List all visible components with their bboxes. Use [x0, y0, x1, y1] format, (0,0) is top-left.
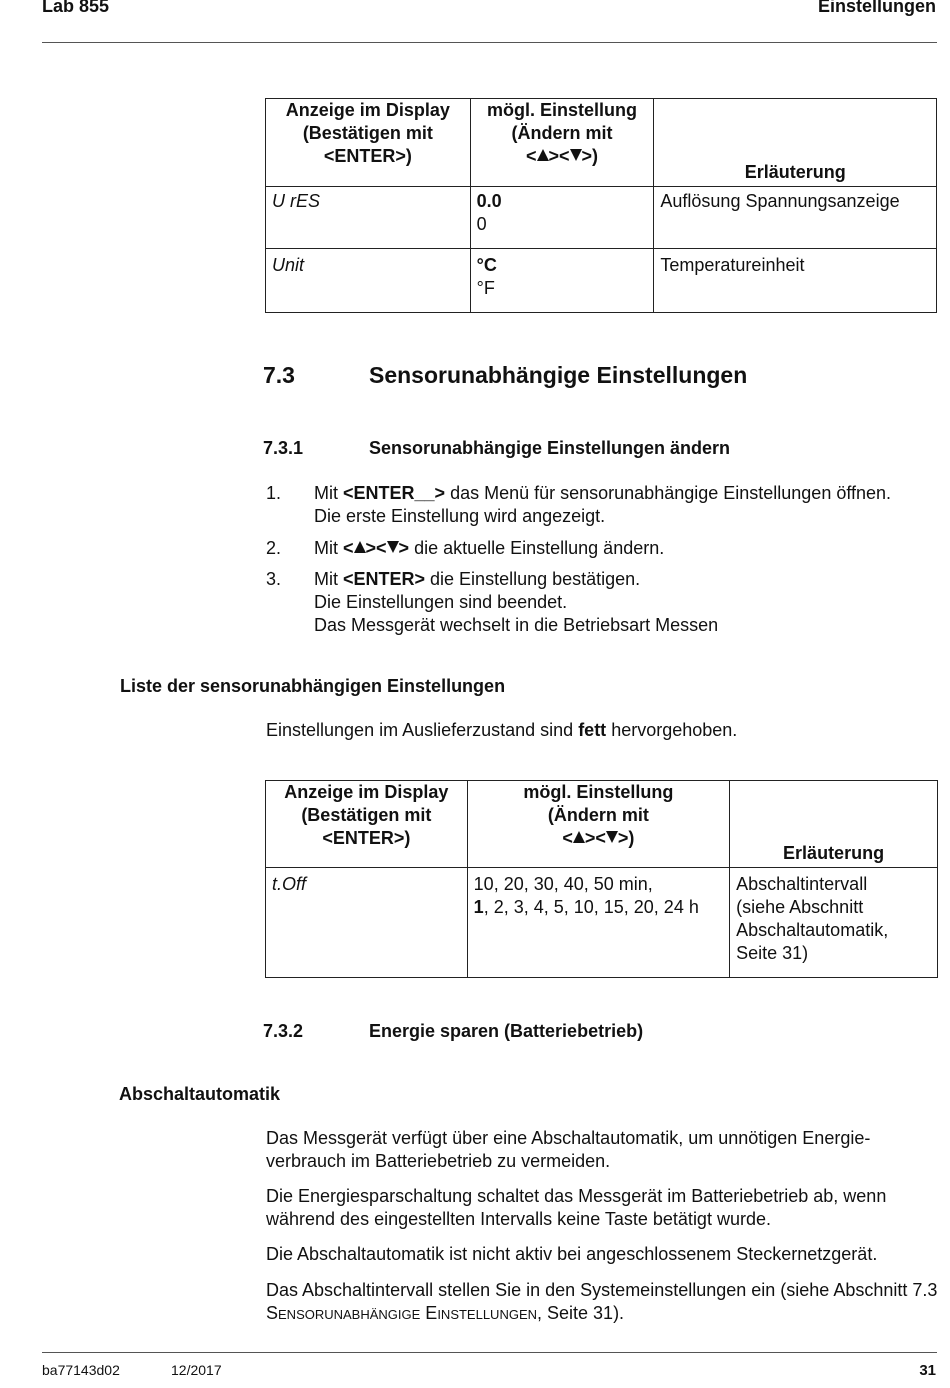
section-title: Sensorunabhängige Einstellungen [369, 362, 748, 388]
header-keys [474, 827, 723, 850]
note-bold: fett [578, 720, 607, 740]
key-text: < [525, 146, 537, 166]
side-heading: Abschaltautomatik [119, 1084, 281, 1104]
table-row [266, 187, 937, 249]
paragraph-4 [266, 1279, 942, 1325]
option-default: °C [476, 255, 497, 275]
cell-display: t.Off [266, 868, 468, 978]
section-number: 7.3 [263, 362, 295, 388]
header-rule [42, 42, 937, 43]
header-text: (Bestätigen mit [301, 805, 432, 825]
key-text: >< [548, 146, 570, 166]
header-text: (Ändern mit [547, 805, 649, 825]
header-product: Lab 855 [42, 0, 110, 16]
cell-description: Auflösung Spannungsanzeige [654, 187, 937, 249]
step-number: 2. [266, 538, 282, 558]
header-text: mögl. Einstellung [523, 782, 674, 802]
step-line: Das Messgerät wechselt in die Betriebsart Messen [314, 615, 719, 635]
step-text: die Einstellung bestätigen. [425, 569, 641, 589]
paragraph-2: Die Energiesparschaltung schaltet das Messgerät im Batteriebetrieb ab, wenn während des eingestellten Intervalls keine Taste betätigt wurde. [266, 1186, 887, 1229]
description-line: Abschaltautomatik, [736, 920, 889, 940]
table-header-row [266, 99, 937, 187]
header-text: Erläuterung [783, 843, 885, 863]
arrow-up-icon [537, 149, 549, 161]
step-text: Mit [314, 538, 343, 558]
paragraph-text: , Seite 31). [537, 1303, 625, 1323]
subsection-number: 7.3.1 [263, 438, 304, 458]
arrow-down-icon [570, 149, 582, 161]
cell-description: Temperatureinheit [654, 249, 937, 313]
subsection-title: Sensorunabhängige Einstellungen ändern [369, 438, 731, 458]
step-text: die aktuelle Einstellung ändern. [409, 538, 665, 558]
note-text: Einstellungen im Auslieferzustand sind [266, 720, 579, 740]
key-label: <ENTER__> [343, 483, 446, 503]
header-keys [477, 145, 648, 168]
note-text: hervorgehoben. [606, 720, 738, 740]
cell-display: Unit [266, 249, 471, 313]
key-label: <ENTER> [343, 569, 426, 589]
key-label: < [343, 538, 354, 558]
arrow-down-icon [606, 831, 618, 843]
settings-table-1 [265, 98, 937, 313]
description-line: (siehe Abschnitt [736, 897, 864, 917]
cell-option [467, 868, 729, 978]
description-line: Seite 31) [736, 943, 809, 963]
table-header-row [266, 781, 938, 868]
header-text: Erläuterung [744, 162, 846, 182]
step-number: 3. [266, 569, 282, 589]
option-default: 1 [473, 897, 484, 917]
option-line: 10, 20, 30, 40, 50 min, [473, 874, 653, 894]
cell-option [470, 187, 654, 249]
arrow-up-icon [354, 541, 366, 553]
step-line: Die erste Einstellung wird angezeigt. [314, 506, 606, 526]
header-description [654, 99, 937, 187]
footer-date: 12/2017 [171, 1362, 222, 1378]
key-label: >< [365, 538, 387, 558]
default-note [266, 719, 737, 742]
header-text: Anzeige im Display [284, 782, 449, 802]
header-chapter: Einstellungen [817, 0, 936, 16]
cross-reference: Sensorunabhängige Einstellungen [266, 1303, 538, 1323]
option-line [474, 896, 723, 919]
header-text: (Ändern mit [511, 123, 613, 143]
subsection-number: 7.3.2 [263, 1021, 304, 1041]
option-alt: 0 [476, 214, 487, 234]
header-text: (Bestätigen mit [302, 123, 433, 143]
key-text: >< [584, 828, 606, 848]
step-line: Die Einstellungen sind beendet. [314, 592, 568, 612]
step-line [314, 568, 944, 591]
page-number: 31 [919, 1362, 936, 1379]
step-3 [314, 568, 944, 637]
header-text: Anzeige im Display [285, 100, 450, 120]
table-row [266, 249, 937, 313]
list-heading: Liste der sensorunabhängigen Einstellungen [120, 676, 506, 696]
table-row [266, 868, 938, 978]
header-text: mögl. Einstellung [487, 100, 638, 120]
step-number: 1. [266, 483, 282, 503]
arrow-down-icon [387, 541, 399, 553]
header-display [266, 99, 471, 187]
header-option [467, 781, 729, 868]
step-1 [314, 482, 944, 528]
header-display [266, 781, 468, 868]
option-default: 0.0 [476, 191, 502, 211]
header-option [470, 99, 654, 187]
key-text: < [562, 828, 573, 848]
paragraph-text: Das Abschaltintervall stellen Sie in den Systemeinstellungen ein (siehe Abschnitt 7.3 [266, 1280, 938, 1300]
option-alt: °F [476, 278, 495, 298]
subsection-title: Energie sparen (Batteriebetrieb) [369, 1021, 644, 1041]
key-text: >) [581, 146, 599, 166]
step-text: das Menü für sensorunabhängige Einstellungen öffnen. [445, 483, 892, 503]
step-text: Mit [314, 569, 343, 589]
header-text: <ENTER>) [323, 146, 412, 166]
header-description [730, 781, 938, 868]
paragraph-1: Das Messgerät verfügt über eine Abschaltautomatik, um unnötigen Energie-verbrauch im Batteriebetrieb zu vermeiden. [266, 1128, 871, 1171]
step-line [314, 482, 944, 505]
step-text: Mit [314, 483, 343, 503]
cell-description [730, 868, 938, 978]
settings-table-2 [265, 780, 938, 978]
arrow-up-icon [573, 831, 585, 843]
paragraph-3: Die Abschaltautomatik ist nicht aktiv bei angeschlossenem Steckernetzgerät. [266, 1244, 878, 1264]
key-text: >) [617, 828, 635, 848]
footer-doc-id: ba77143d02 [42, 1362, 120, 1378]
key-label: > [398, 538, 410, 558]
footer-rule [42, 1352, 937, 1353]
step-2 [314, 537, 944, 560]
description-line: Abschaltintervall [736, 874, 868, 894]
option-text: , 2, 3, 4, 5, 10, 15, 20, 24 h [483, 897, 699, 917]
cell-display: U rES [266, 187, 471, 249]
header-text: <ENTER>) [322, 828, 411, 848]
cell-option [470, 249, 654, 313]
